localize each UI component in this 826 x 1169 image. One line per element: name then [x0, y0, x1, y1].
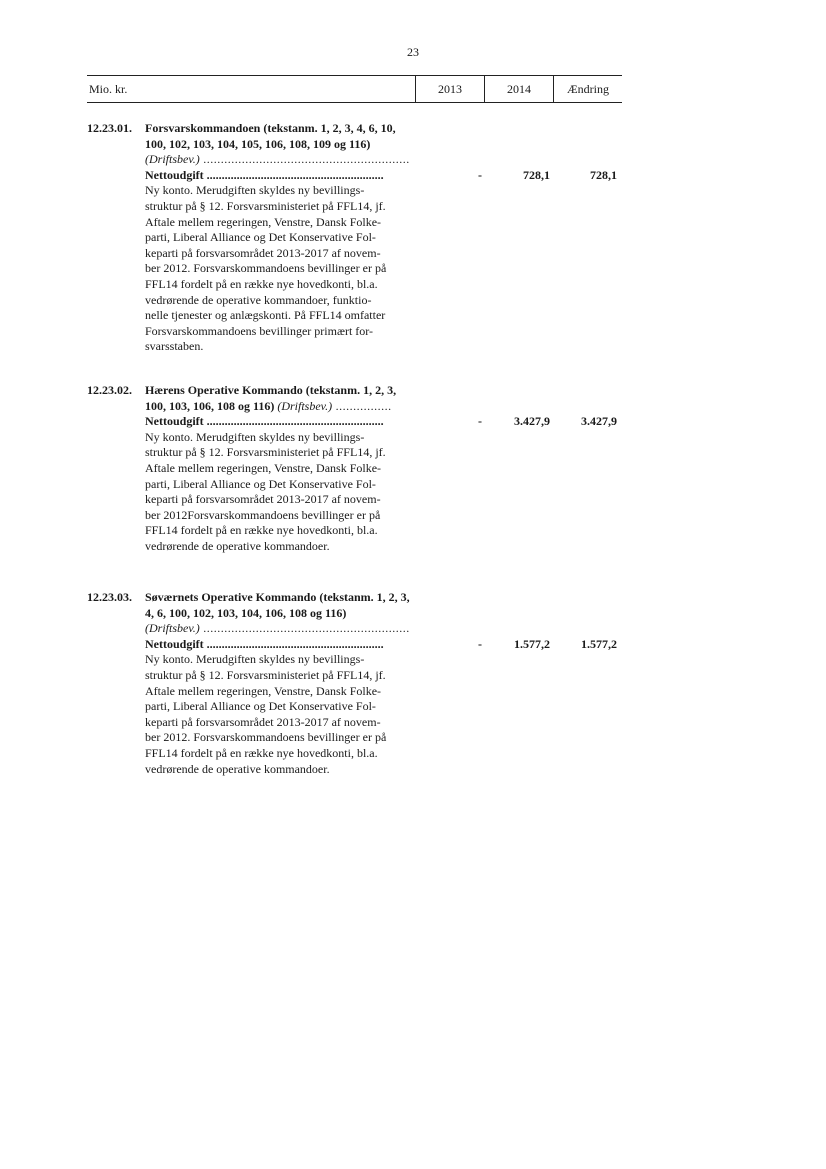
text-line: nelle tjenester og anlægskonti. På FFL14 omfatter — [145, 308, 386, 323]
explanation-text — [145, 652, 416, 777]
text-line: keparti på forsvarsområdet 2013-2017 af novem- — [145, 714, 381, 729]
net-expense-label: Nettoudgift — [145, 414, 204, 429]
text-line: svarsstaben. — [145, 339, 204, 354]
text-line: parti, Liberal Alliance og Det Konservative Fol- — [145, 476, 376, 491]
appropriation-type: (Driftsbev.) — [277, 398, 333, 413]
account-title — [145, 590, 435, 652]
column-header — [87, 75, 622, 103]
title-line: 100, 102, 103, 104, 105, 106, 108, 109 og 116) — [145, 136, 371, 151]
title-line: Forsvarskommandoen (tekstanm. 1, 2, 3, 4, 6, 10, — [145, 121, 396, 135]
title-line: Søværnets Operative Kommando (tekstanm. 1, 2, 3, — [145, 590, 410, 604]
value-2014: 728,1 — [523, 167, 550, 182]
leader-dots: ........................................................... — [199, 152, 410, 167]
text-line: Ny konto. Merudgiften skyldes ny bevillings- — [145, 183, 365, 198]
column-2013-header: 2013 — [438, 82, 462, 96]
text-line: Forsvarskommandoens bevillinger primært for- — [145, 323, 374, 338]
value-change: 728,1 — [590, 167, 617, 182]
net-expense-label: Nettoudgift — [145, 636, 204, 651]
value-change: 3.427,9 — [581, 414, 617, 429]
text-line: parti, Liberal Alliance og Det Konservative Fol- — [145, 699, 376, 714]
text-line: keparti på forsvarsområdet 2013-2017 af novem- — [145, 492, 381, 507]
account-code: 12.23.02. — [87, 383, 132, 397]
leader-dots: ........................................................... — [203, 167, 384, 182]
text-line: FFL14 fordelt på en række nye hovedkonti, bl.a. — [145, 523, 378, 538]
leader-dots: ................ — [332, 398, 392, 413]
text-line: struktur på § 12. Forsvarsministeriet på FFL14, jf. — [145, 198, 386, 213]
leader-dots: ........................................................... — [199, 621, 410, 636]
explanation-text — [145, 183, 416, 355]
text-line: Ny konto. Merudgiften skyldes ny bevillings- — [145, 429, 365, 444]
value-change: 1.577,2 — [581, 636, 617, 651]
page-number: 23 — [407, 45, 419, 59]
account-title — [145, 383, 435, 430]
net-expense-label: Nettoudgift — [145, 167, 204, 182]
appropriation-type: (Driftsbev.) — [145, 621, 200, 636]
text-line: keparti på forsvarsområdet 2013-2017 af novem- — [145, 245, 381, 260]
unit-label: Mio. kr. — [89, 82, 128, 96]
account-title — [145, 121, 435, 183]
value-2013: - — [478, 636, 482, 651]
text-line: Aftale mellem regeringen, Venstre, Dansk Folke- — [145, 683, 382, 698]
text-line: FFL14 fordelt på en række nye hovedkonti, bl.a. — [145, 745, 378, 760]
value-2013: - — [478, 414, 482, 429]
text-line: ber 2012Forsvarskommandoens bevillinger er på — [145, 507, 381, 522]
text-line: Aftale mellem regeringen, Venstre, Dansk Folke- — [145, 460, 382, 475]
appropriation-type: (Driftsbev.) — [145, 152, 200, 167]
column-change-header: Ændring — [567, 82, 609, 96]
text-line: vedrørende de operative kommandoer. — [145, 761, 330, 776]
leader-dots: ........................................................... — [203, 414, 384, 429]
text-line: vedrørende de operative kommandoer, funktio- — [145, 292, 372, 307]
text-line: Ny konto. Merudgiften skyldes ny bevillings- — [145, 652, 365, 667]
column-2014-header: 2014 — [507, 82, 531, 96]
text-line: struktur på § 12. Forsvarsministeriet på FFL14, jf. — [145, 667, 386, 682]
title-line: Hærens Operative Kommando (tekstanm. 1, 2, 3, — [145, 383, 397, 397]
text-line: ber 2012. Forsvarskommandoens bevillinger er på — [145, 261, 387, 276]
value-2014: 1.577,2 — [514, 636, 550, 651]
account-code: 12.23.01. — [87, 121, 132, 135]
explanation-text — [145, 430, 416, 555]
text-line: Aftale mellem regeringen, Venstre, Dansk Folke- — [145, 214, 382, 229]
text-line: ber 2012. Forsvarskommandoens bevillinger er på — [145, 730, 387, 745]
account-code: 12.23.03. — [87, 590, 132, 604]
text-line: parti, Liberal Alliance og Det Konservative Fol- — [145, 230, 376, 245]
text-line: vedrørende de operative kommandoer. — [145, 538, 330, 553]
title-line: 100, 103, 106, 108 og 116) — [145, 398, 275, 413]
value-2014: 3.427,9 — [514, 414, 550, 429]
text-line: FFL14 fordelt på en række nye hovedkonti, bl.a. — [145, 276, 378, 291]
text-line: struktur på § 12. Forsvarsministeriet på FFL14, jf. — [145, 445, 386, 460]
value-2013: - — [478, 167, 482, 182]
leader-dots: ........................................................... — [203, 636, 384, 651]
title-line: 4, 6, 100, 102, 103, 104, 106, 108 og 116) — [145, 605, 347, 620]
